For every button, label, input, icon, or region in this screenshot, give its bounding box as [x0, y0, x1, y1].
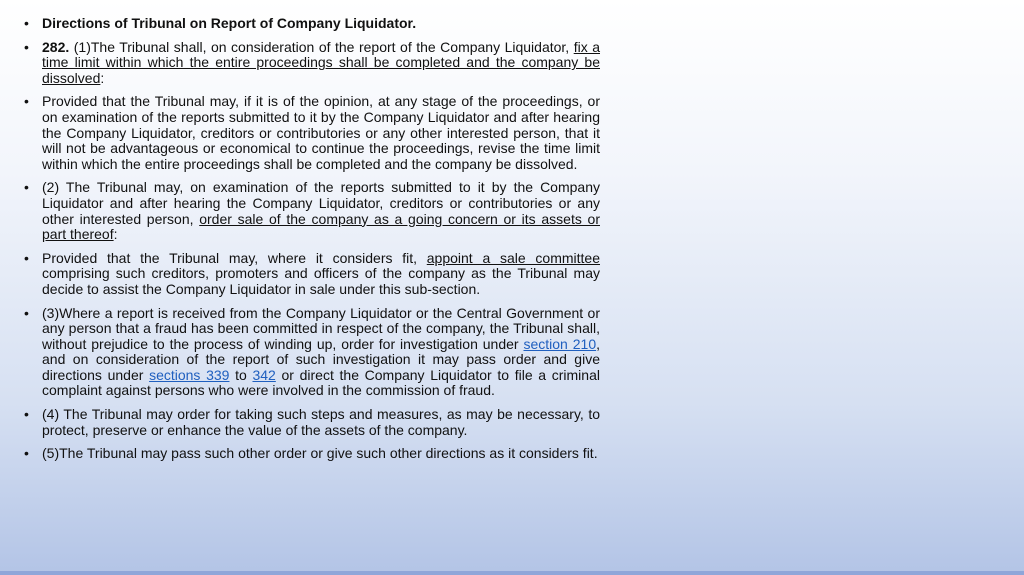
bullet-icon: •: [24, 445, 29, 462]
list-item-282-3: [24, 306, 600, 400]
item-text: (1)The Tribunal shall, on consideration of the report of the Company Liquidator,: [69, 38, 574, 55]
bullet-list: [24, 16, 600, 470]
item-text-end: or direct the Company Liquidator to file a criminal complaint against persons who were involved in the commission of fraud.: [42, 366, 600, 399]
underlined-text: appoint a sale committee: [426, 249, 600, 266]
item-text: , and on consideration of the report of such investigation it may pass order and give directions under: [42, 335, 600, 383]
list-item-282-5: [24, 446, 600, 462]
section-heading: Directions of Tribunal on Report of Company Liquidator.: [42, 15, 417, 31]
bullet-icon: •: [24, 15, 29, 31]
item-text-end: :: [113, 226, 118, 243]
link-section-210[interactable]: section 210: [523, 335, 597, 352]
item-text: (2) The Tribunal may, on examination of the reports submitted to it by the Company Liquidator and after hearing the Company Liquidator, creditors or contributories or any other interested person,: [42, 179, 600, 227]
bullet-icon: •: [24, 179, 29, 196]
bullet-icon: •: [24, 38, 29, 55]
item-text: (5)The Tribunal may pass such other order or give such other directions as it considers fit.: [42, 445, 598, 462]
bottom-bar: [0, 571, 1024, 575]
item-text: (4) The Tribunal may order for taking such steps and measures, as may be necessary, to protect, preserve or enhance the value of the assets of the company.: [42, 406, 600, 438]
item-text: Provided that the Tribunal may, where it considers fit,: [42, 249, 427, 266]
underlined-text: order sale of the company as a going concern or its assets or part thereof: [42, 210, 600, 243]
link-section-342[interactable]: 342: [252, 366, 276, 383]
item-text: Provided that the Tribunal may, if it is of the opinion, at any stage of the proceedings, or on examination of the reports submitted to it by the Company Liquidator and after hearing the Company Liquidator, creditors or contributories or any other interested person, that it will not be advantageous or economical to continue the proceedings, revise the time limit within which the entire proceedings shall be completed and the company be dissolved.: [42, 93, 600, 172]
list-item-282-2: [24, 180, 600, 242]
list-item-proviso-1: [24, 94, 600, 172]
section-number: 282.: [42, 38, 70, 55]
item-text: to: [229, 366, 253, 383]
bullet-icon: •: [24, 93, 29, 110]
list-item-proviso-2: [24, 251, 600, 298]
list-item-282-1: [24, 40, 600, 87]
bullet-icon: •: [24, 406, 29, 423]
list-item-282-4: [24, 407, 600, 438]
item-text: (3)Where a report is received from the Company Liquidator or the Central Government or any person that a fraud has been committed in respect of the company, the Tribunal shall, without prejudice to the process of winding up, order for investigation under: [42, 304, 600, 352]
underlined-text: fix a time limit within which the entire proceedings shall be completed and the company be dissolved: [42, 38, 600, 86]
bullet-icon: •: [24, 304, 29, 321]
item-text-end: comprising such creditors, promoters and officers of the company as the Tribunal may decide to assist the Company Liquidator in sale under this sub-section.: [42, 265, 600, 297]
link-sections-339[interactable]: sections 339: [149, 366, 230, 383]
list-item-heading: [24, 16, 600, 32]
bullet-icon: •: [24, 249, 29, 266]
item-text-end: :: [100, 69, 105, 86]
